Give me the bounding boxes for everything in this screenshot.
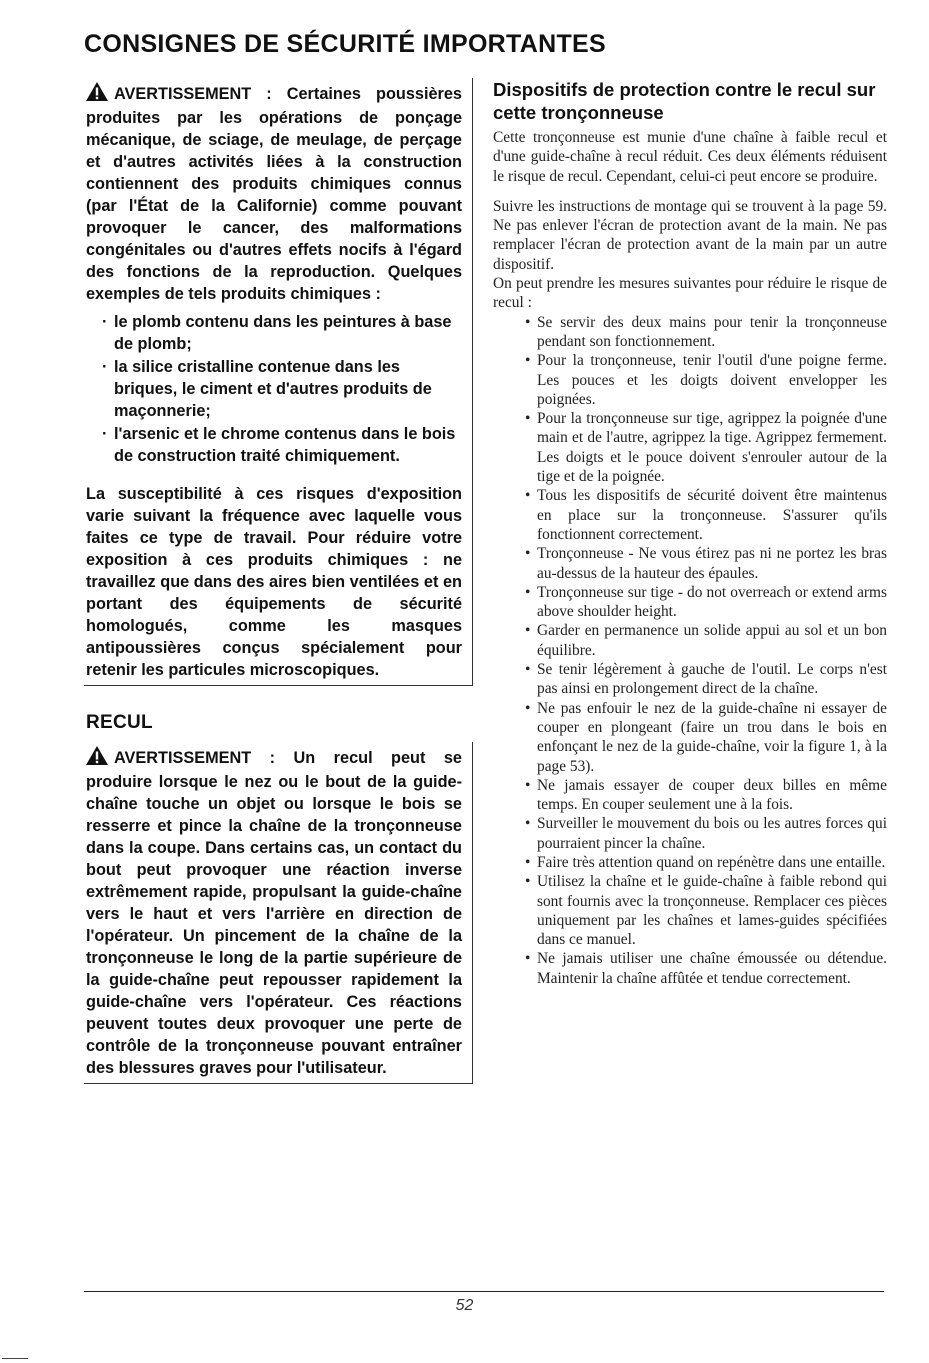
list-item: · l'arsenic et le chrome contenus dans le bois de construction traité chimiquement. xyxy=(102,423,462,467)
chemical-examples-list xyxy=(86,311,462,467)
kickback-warning-box xyxy=(84,742,473,1084)
list-item: • Tous les dispositifs de sécurité doivent être maintenus en place sur la tronçonneuse. S'assurer qu'ils fonctionnent correctement. xyxy=(537,486,887,544)
dispositifs-body xyxy=(493,128,887,988)
paragraph: Cette tronçonneuse est munie d'une chaîne à faible recul et d'une guide-chaîne à recul réduit. Ces deux éléments réduisent le risque de recul. Cependant, celui-ci peut encore se produire. xyxy=(493,129,887,185)
page-number: 52 xyxy=(455,1297,474,1314)
list-item: · le plomb contenu dans les peintures à base de plomb; xyxy=(102,311,462,355)
chemical-warning-box xyxy=(84,78,473,686)
left-column xyxy=(84,78,473,1084)
list-item: • Tronçonneuse - Ne vous étirez pas ni ne portez les bras au-dessus de la hauteur des épaules. xyxy=(537,544,887,583)
list-item: • Garder en permanence un solide appui au sol et un bon équilibre. xyxy=(537,621,887,660)
kickback-warning-text: AVERTISSEMENT : Un recul peut se produire lorsque le nez ou le bout de la guide-chaîne touche un objet ou lorsque le bois se resserre et pince la chaîne de la tronçonneuse dans la coupe. Dans certains cas, un contact du bout peut provoquer une réaction inverse extrêmement rapide, propulsant la guide-chaîne vers le haut et vers l'arrière en direction de l'opérateur. Un pincement de la chaîne de la tronçonneuse le long de la partie supérieure de la guide-chaîne peut repousser rapidement la guide-chaîne vers l'opérateur. Ces réactions peuvent toutes deux provoquer une perte de contrôle de la tronçonneuse pouvant entraîner des blessures graves pour l'utilisateur. xyxy=(86,749,462,1077)
list-item: • Se tenir légèrement à gauche de l'outil. Le corps n'est pas ainsi en prolongement direct de la chaîne. xyxy=(537,660,887,699)
chemical-warning-closing: La susceptibilité à ces risques d'exposition varie suivant la fréquence avec laquelle vous faites ce type de travail. Pour réduire votre exposition à ces produits chimiques : ne travaillez que dans des aires bien ventilées et en portant des équipements de sécurité homologués, comme les masques antipoussières conçus spécialement pour retenir les particules microscopiques. xyxy=(86,485,462,679)
edge-mark xyxy=(2,1358,28,1359)
list-item: • Pour la tronçonneuse sur tige, agrippez la poignée d'une main et de l'autre, agrippez la tige. Agrippez fermement. Les doigts et le pouce doivent s'enrouler autour de la tige et de la poignée. xyxy=(537,409,887,486)
page-title: CONSIGNES DE SÉCURITÉ IMPORTANTES xyxy=(84,30,606,58)
paragraph: Suivre les instructions de montage qui se trouvent à la page 59. Ne pas enlever l'écran de protection avant de la main. Ne pas remplacer l'écran de protection avant de la main par un autre dispositif. xyxy=(493,197,887,273)
dispositifs-title: Dispositifs de protection contre le recul sur cette tronçonneuse xyxy=(493,79,876,123)
list-item: • Ne jamais essayer de couper deux billes en même temps. En couper seulement une à la fois. xyxy=(537,776,887,815)
list-item: • Ne pas enfouir le nez de la guide-chaîne ni essayer de couper en plongeant (faire un trou dans le bois en enfonçant le nez de la guide-chaîne, voir la figure 1, à la page 53). xyxy=(537,699,887,776)
kickback-warning xyxy=(86,746,462,1079)
list-item: • Surveiller le mouvement du bois ou les autres forces qui pourraient pincer la chaîne. xyxy=(537,814,887,853)
warning-triangle-icon xyxy=(86,82,108,107)
warning-triangle-icon xyxy=(86,746,108,771)
list-item: · la silice cristalline contenue dans les briques, le ciment et d'autres produits de maçonnerie; xyxy=(102,356,462,422)
right-column xyxy=(493,78,887,988)
chemical-warning-text: AVERTISSEMENT : Certaines poussières produites par les opérations de ponçage mécanique, de sciage, de meulage, de perçage et d'autres activités liées à la construction contiennent des produits chimiques connus (par l'État de la Californie) comme pouvant provoquer le cancer, des malformations congénitales ou d'autres effets nocifs à l'égard des fonctions de la reproduction. Quelques exemples de tels produits chimiques : xyxy=(86,85,462,303)
kickback-measures-list xyxy=(493,313,887,988)
chemical-warning-intro xyxy=(86,82,462,305)
list-item: • Faire très attention quand on repénètre dans une entaille. xyxy=(537,853,887,872)
list-item: • Ne jamais utiliser une chaîne émoussée ou détendue. Maintenir la chaîne affûtée et tendue correctement. xyxy=(537,949,887,988)
list-item: • Pour la tronçonneuse, tenir l'outil d'une poigne ferme. Les pouces et les doigts doivent envelopper les poignées. xyxy=(537,351,887,409)
footer-divider xyxy=(84,1291,884,1292)
list-item: • Tronçonneuse sur tige - do not overreach or extend arms above shoulder height. xyxy=(537,583,887,622)
list-item: • Utilisez la chaîne et le guide-chaîne à faible rebond qui sont fournis avec la tronçonneuse. Remplacer ces pièces uniquement par les chaînes et lames-guides spécifiées dans ce manuel. xyxy=(537,872,887,949)
list-item: • Se servir des deux mains pour tenir la tronçonneuse pendant son fonctionnement. xyxy=(537,313,887,352)
paragraph: On peut prendre les mesures suivantes pour réduire le risque de recul : xyxy=(493,275,887,312)
recul-section-title: RECUL xyxy=(86,712,153,733)
